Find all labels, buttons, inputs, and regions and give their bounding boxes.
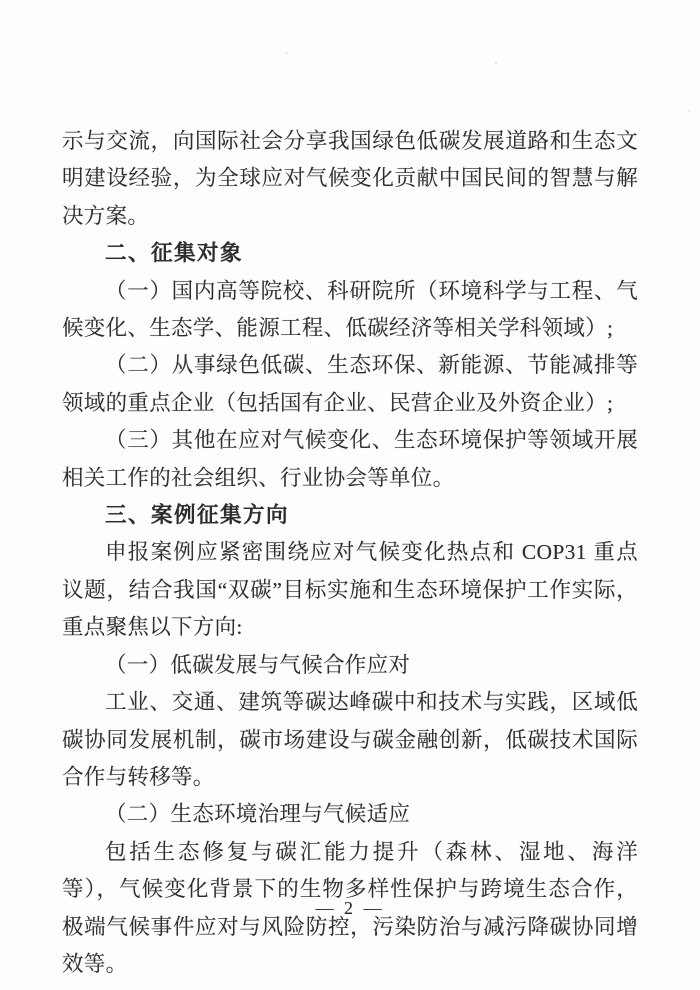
page-number: — 2 — [315,898,385,918]
scan-speck [495,62,497,64]
scan-speck [286,52,288,54]
paragraph-intro: 申报案例应紧密围绕应对气候变化热点和 COP31 重点议题，结合我国“双碳”目标实施和生态环境保护工作实际，重点聚焦以下方向: [62,540,638,640]
scan-speck [688,110,690,112]
paragraph-direction-2-body: 包括生态修复与碳汇能力提升（森林、湿地、海洋等），气候变化背景下的生物多样性保护与跨境生态合作，极端气候事件应对与风险防控，污染防治与减污降碳协同增效等。 [62,839,638,976]
document-body [62,123,638,983]
paragraph-continuation: 示与交流，向国际社会分享我国绿色低碳发展道路和生态文明建设经验，为全球应对气候变化贡献中国民间的智慧与解决方案。 [62,129,638,228]
paragraph-item-3: （三）其他在应对气候变化、生态环境保护等领域开展相关工作的社会组织、行业协会等单位。 [62,428,638,490]
paragraph-direction-1-title: （一）低碳发展与气候合作应对 [105,652,411,677]
paragraph-direction-2-title: （二）生态环境治理与气候适应 [105,802,411,827]
paragraph-item-2: （二）从事绿色低碳、生态环保、新能源、节能减排等领域的重点企业（包括国有企业、民营企业及外资企业）; [62,353,638,415]
section-heading-2: 二、征集对象 [105,241,244,266]
paragraph-direction-1-body: 工业、交通、建筑等碳达峰碳中和技术与实践，区域低碳协同发展机制，碳市场建设与碳金融创新，低碳技术国际合作与转移等。 [62,690,638,789]
section-heading-3: 三、案例征集方向 [105,503,290,528]
paragraph-item-1: （一）国内高等院校、科研院所（环境科学与工程、气候变化、生态学、能源工程、低碳经济等相关学科领域）; [62,278,638,341]
